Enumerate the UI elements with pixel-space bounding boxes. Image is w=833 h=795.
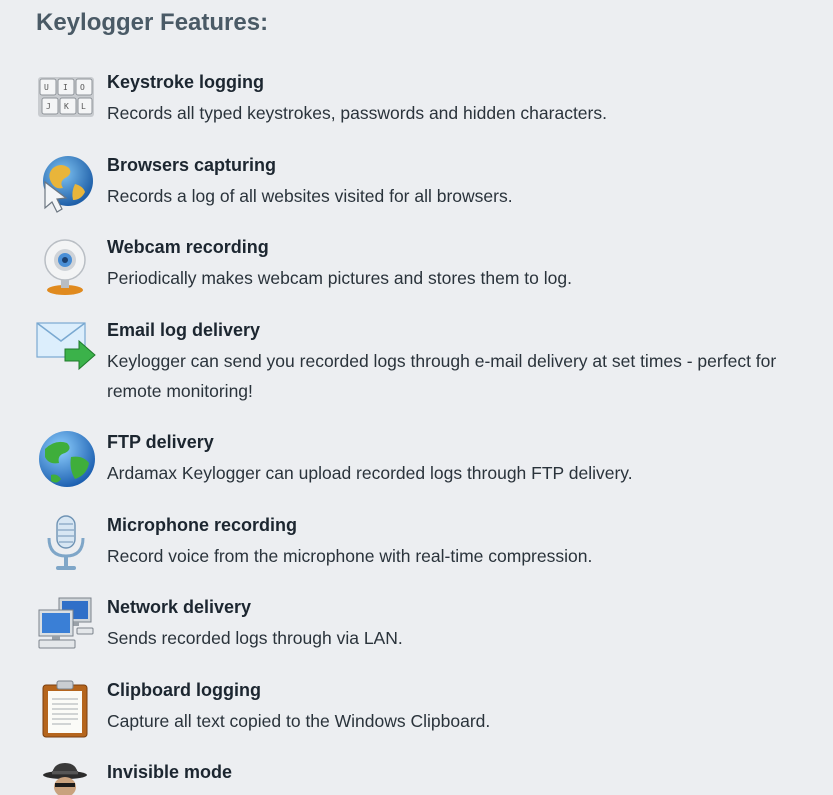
- feature-description: Records all typed keystrokes, passwords and hidden characters.: [107, 103, 607, 123]
- feature-description: Capture all text copied to the Windows Clipboard.: [107, 711, 491, 731]
- feature-title: Browsers capturing: [107, 155, 277, 175]
- clipboard-icon: [35, 679, 97, 741]
- feature-description: Sends recorded logs through via LAN.: [107, 628, 403, 648]
- email-send-icon: [35, 319, 97, 381]
- feature-description: Records a log of all websites visited for all browsers.: [107, 186, 513, 206]
- feature-title: Microphone recording: [107, 515, 298, 535]
- feature-title: Network delivery: [107, 597, 252, 617]
- section-title: Keylogger Features:: [36, 9, 269, 36]
- key-label: O: [80, 83, 85, 92]
- key-label: K: [64, 102, 69, 111]
- feature-title: FTP delivery: [107, 432, 214, 452]
- key-label: I: [63, 83, 68, 92]
- feature-title: Clipboard logging: [107, 680, 261, 700]
- feature-title: Invisible mode: [107, 762, 233, 782]
- key-label: U: [44, 83, 49, 92]
- network-computers-icon: [35, 596, 97, 658]
- globe-icon: [35, 431, 97, 493]
- feature-description: Periodically makes webcam pictures and stores them to log.: [107, 268, 572, 288]
- feature-title: Keystroke logging: [107, 72, 265, 92]
- webcam-icon: [35, 236, 97, 298]
- key-label: J: [46, 102, 51, 111]
- feature-description: Record voice from the microphone with real-time compression.: [107, 546, 593, 566]
- feature-title: Email log delivery: [107, 320, 261, 340]
- key-label: L: [81, 102, 86, 111]
- feature-description: Ardamax Keylogger can upload recorded logs through FTP delivery.: [107, 463, 633, 483]
- keyboard-keys-icon: [35, 71, 97, 133]
- globe-cursor-icon: [35, 154, 97, 216]
- spy-hat-icon: [35, 761, 97, 795]
- feature-title: Webcam recording: [107, 237, 269, 257]
- microphone-icon: [35, 514, 97, 576]
- feature-description: Keylogger can send you recorded logs through e-mail delivery at set times - perfect for remote monitoring!: [107, 351, 777, 401]
